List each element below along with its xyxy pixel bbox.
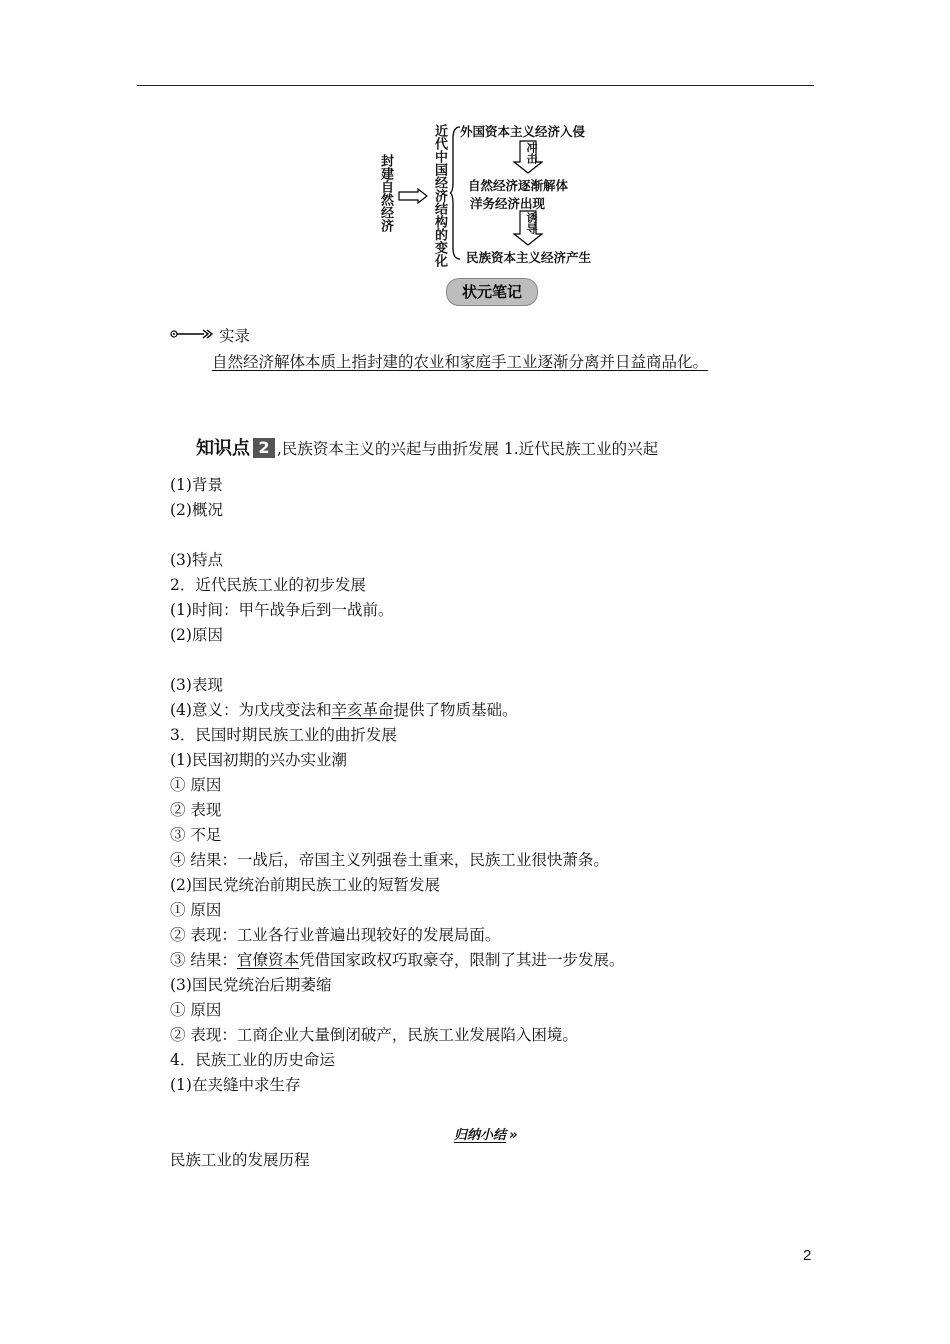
diagram-item-national-capitalism: 民族资本主义经济产生 bbox=[466, 250, 592, 265]
line-result-2 bbox=[170, 950, 624, 970]
result-2-prefix: ③ 结果： bbox=[170, 951, 237, 969]
line-cause-3: ① 原因 bbox=[170, 1001, 222, 1019]
diagram-item-disintegration: 自然经济逐渐解体 bbox=[468, 178, 569, 193]
line-cause: (2)原因 bbox=[170, 626, 223, 644]
diagram-arrow-induce bbox=[513, 210, 543, 246]
line-early-republic: (1)民国初期的兴办实业潮 bbox=[170, 751, 347, 769]
header-rule bbox=[137, 85, 814, 86]
line-significance bbox=[170, 700, 518, 720]
economic-structure-diagram bbox=[360, 118, 620, 268]
diagram-arrow-impact bbox=[513, 140, 543, 174]
summary-heading bbox=[454, 1124, 517, 1143]
notes-label-row bbox=[170, 326, 250, 346]
line-overview: (2)概况 bbox=[170, 501, 223, 519]
notes-badge: 状元笔记 bbox=[446, 278, 538, 306]
line-shortcoming: ③ 不足 bbox=[170, 826, 222, 844]
result-2-suffix: 凭借国家政权巧取豪夺，限制了其进一步发展。 bbox=[298, 951, 625, 969]
summary-heading-text: 归纳小结 bbox=[454, 1128, 507, 1143]
arrow-induce-label: 诱导 bbox=[525, 212, 538, 234]
line-features: (3)特点 bbox=[170, 551, 223, 569]
diagram-item-westernization: 洋务经济出现 bbox=[470, 196, 546, 211]
line-performance-3: ② 表现：工商企业大量倒闭破产，民族工业发展陷入困境。 bbox=[170, 1026, 578, 1044]
diagram-item-invasion: 外国资本主义经济入侵 bbox=[460, 124, 586, 139]
line-background: (1)背景 bbox=[170, 476, 223, 494]
line-cause-1: ① 原因 bbox=[170, 776, 222, 794]
hollow-arrow-icon bbox=[398, 188, 428, 204]
kp-prefix: 知识点 bbox=[196, 438, 250, 459]
diagram-middle-label: 近代中国经济结构的变化 bbox=[432, 124, 447, 267]
significance-prefix: (4)意义：为戊戌变法和 bbox=[170, 701, 332, 719]
line-kmt-early: (2)国民党统治前期民族工业的短暂发展 bbox=[170, 876, 440, 894]
line-performance-1: ② 表现 bbox=[170, 801, 222, 819]
diagram-left-label: 封建自然经济 bbox=[378, 154, 393, 232]
summary-text: 民族工业的发展历程 bbox=[170, 1151, 310, 1169]
line-kmt-late: (3)国民党统治后期萎缩 bbox=[170, 976, 332, 994]
line-result-1: ④ 结果：一战后，帝国主义列强卷土重来，民族工业很快萧条。 bbox=[170, 851, 609, 869]
page-number: 2 bbox=[803, 1247, 812, 1264]
arrow-impact-label: 冲击 bbox=[525, 142, 538, 164]
kp-title: ,民族资本主义的兴起与曲折发展 1.近代民族工业的兴起 bbox=[277, 440, 659, 458]
line-cause-2: ① 原因 bbox=[170, 901, 222, 919]
kp-number-badge: 2 bbox=[253, 438, 275, 458]
brace-icon bbox=[450, 126, 462, 260]
line-performance-2: ② 表现：工业各行业普遍出现较好的发展局面。 bbox=[170, 926, 501, 944]
section-3-heading: 3．民国时期民族工业的曲折发展 bbox=[170, 726, 397, 744]
section-4-heading: 4．民族工业的历史命运 bbox=[170, 1051, 335, 1069]
knowledge-point-heading bbox=[196, 438, 658, 459]
result-2-keyword: 官僚资本 bbox=[236, 951, 299, 969]
pointer-arrow-icon bbox=[170, 329, 214, 339]
significance-suffix: 提供了物质基础。 bbox=[393, 701, 518, 719]
double-chevron-icon: » bbox=[509, 1128, 518, 1143]
significance-keyword: 辛亥革命 bbox=[331, 701, 394, 719]
notes-label: 实录 bbox=[218, 327, 250, 345]
line-performance: (3)表现 bbox=[170, 676, 223, 694]
notes-text: 自然经济解体本质上指封建的农业和家庭手工业逐渐分离并日益商品化。 bbox=[212, 353, 709, 371]
line-time: (1)时间：甲午战争后到一战前。 bbox=[170, 601, 394, 619]
section-2-heading: 2．近代民族工业的初步发展 bbox=[170, 576, 366, 594]
line-survival: (1)在夹缝中求生存 bbox=[170, 1076, 301, 1094]
